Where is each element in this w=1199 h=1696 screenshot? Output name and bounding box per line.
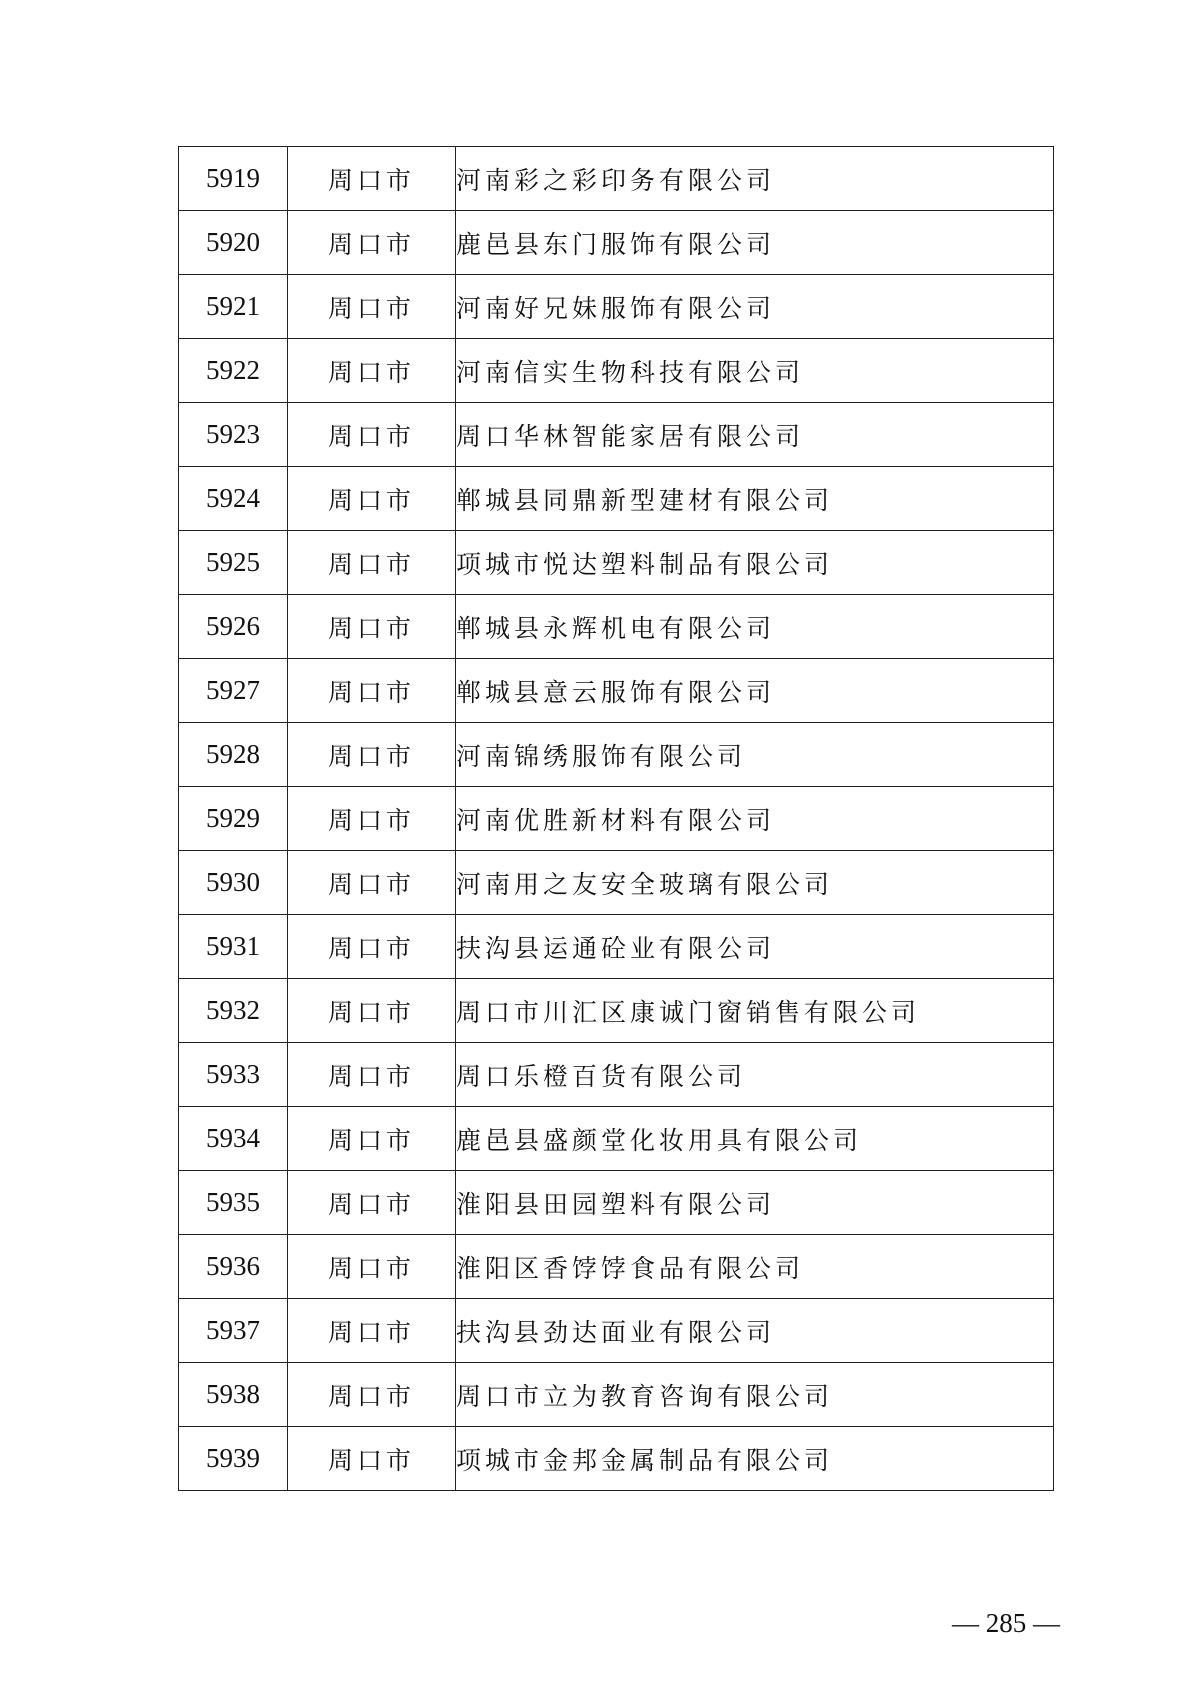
row-number-cell: 5932	[179, 979, 288, 1043]
table-row	[179, 787, 1054, 851]
company-name-cell: 项城市悦达塑料制品有限公司	[456, 531, 1054, 595]
company-name-cell: 河南彩之彩印务有限公司	[456, 147, 1054, 211]
row-number-cell: 5937	[179, 1299, 288, 1363]
table-row	[179, 1363, 1054, 1427]
row-number-cell: 5925	[179, 531, 288, 595]
row-number-cell: 5935	[179, 1171, 288, 1235]
row-number-cell: 5921	[179, 275, 288, 339]
row-number-cell: 5931	[179, 915, 288, 979]
row-number-cell: 5936	[179, 1235, 288, 1299]
city-cell: 周口市	[288, 531, 456, 595]
table-row	[179, 339, 1054, 403]
company-name-cell: 河南好兄妹服饰有限公司	[456, 275, 1054, 339]
company-name-cell: 郸城县永辉机电有限公司	[456, 595, 1054, 659]
city-cell: 周口市	[288, 211, 456, 275]
city-cell: 周口市	[288, 339, 456, 403]
row-number-cell: 5929	[179, 787, 288, 851]
table-row	[179, 979, 1054, 1043]
company-name-cell: 河南优胜新材料有限公司	[456, 787, 1054, 851]
row-number-cell: 5919	[179, 147, 288, 211]
company-list-table	[178, 146, 1054, 1491]
row-number-cell: 5928	[179, 723, 288, 787]
company-name-cell: 扶沟县劲达面业有限公司	[456, 1299, 1054, 1363]
city-cell: 周口市	[288, 787, 456, 851]
company-name-cell: 周口市川汇区康诚门窗销售有限公司	[456, 979, 1054, 1043]
table-row	[179, 1107, 1054, 1171]
company-name-cell: 鹿邑县盛颜堂化妆用具有限公司	[456, 1107, 1054, 1171]
company-name-cell: 鹿邑县东门服饰有限公司	[456, 211, 1054, 275]
row-number-cell: 5923	[179, 403, 288, 467]
table-row	[179, 595, 1054, 659]
city-cell: 周口市	[288, 275, 456, 339]
row-number-cell: 5930	[179, 851, 288, 915]
city-cell: 周口市	[288, 659, 456, 723]
table-row	[179, 275, 1054, 339]
table-row	[179, 1171, 1054, 1235]
company-name-cell: 淮阳区香饽饽食品有限公司	[456, 1235, 1054, 1299]
table-row	[179, 723, 1054, 787]
company-name-cell: 周口华林智能家居有限公司	[456, 403, 1054, 467]
city-cell: 周口市	[288, 1427, 456, 1491]
row-number-cell: 5934	[179, 1107, 288, 1171]
city-cell: 周口市	[288, 1043, 456, 1107]
city-cell: 周口市	[288, 467, 456, 531]
page-number: — 285 —	[952, 1608, 1060, 1638]
company-name-cell: 周口乐橙百货有限公司	[456, 1043, 1054, 1107]
city-cell: 周口市	[288, 851, 456, 915]
table-row	[179, 147, 1054, 211]
row-number-cell: 5933	[179, 1043, 288, 1107]
table-body	[179, 147, 1054, 1491]
city-cell: 周口市	[288, 595, 456, 659]
table-row	[179, 851, 1054, 915]
company-name-cell: 郸城县意云服饰有限公司	[456, 659, 1054, 723]
city-cell: 周口市	[288, 979, 456, 1043]
company-name-cell: 淮阳县田园塑料有限公司	[456, 1171, 1054, 1235]
table-row	[179, 1427, 1054, 1491]
city-cell: 周口市	[288, 723, 456, 787]
table-row	[179, 467, 1054, 531]
row-number-cell: 5927	[179, 659, 288, 723]
company-name-cell: 郸城县同鼎新型建材有限公司	[456, 467, 1054, 531]
row-number-cell: 5938	[179, 1363, 288, 1427]
city-cell: 周口市	[288, 1171, 456, 1235]
city-cell: 周口市	[288, 1363, 456, 1427]
city-cell: 周口市	[288, 147, 456, 211]
table-row	[179, 659, 1054, 723]
company-name-cell: 河南用之友安全玻璃有限公司	[456, 851, 1054, 915]
city-cell: 周口市	[288, 1299, 456, 1363]
table-row	[179, 1299, 1054, 1363]
company-name-cell: 项城市金邦金属制品有限公司	[456, 1427, 1054, 1491]
row-number-cell: 5926	[179, 595, 288, 659]
table-row	[179, 915, 1054, 979]
city-cell: 周口市	[288, 915, 456, 979]
company-name-cell: 周口市立为教育咨询有限公司	[456, 1363, 1054, 1427]
row-number-cell: 5920	[179, 211, 288, 275]
table-row	[179, 211, 1054, 275]
row-number-cell: 5922	[179, 339, 288, 403]
city-cell: 周口市	[288, 1107, 456, 1171]
row-number-cell: 5924	[179, 467, 288, 531]
city-cell: 周口市	[288, 1235, 456, 1299]
company-name-cell: 河南锦绣服饰有限公司	[456, 723, 1054, 787]
company-name-cell: 扶沟县运通砼业有限公司	[456, 915, 1054, 979]
table-row	[179, 1235, 1054, 1299]
table-row	[179, 403, 1054, 467]
city-cell: 周口市	[288, 403, 456, 467]
row-number-cell: 5939	[179, 1427, 288, 1491]
table-row	[179, 531, 1054, 595]
table-row	[179, 1043, 1054, 1107]
company-name-cell: 河南信实生物科技有限公司	[456, 339, 1054, 403]
